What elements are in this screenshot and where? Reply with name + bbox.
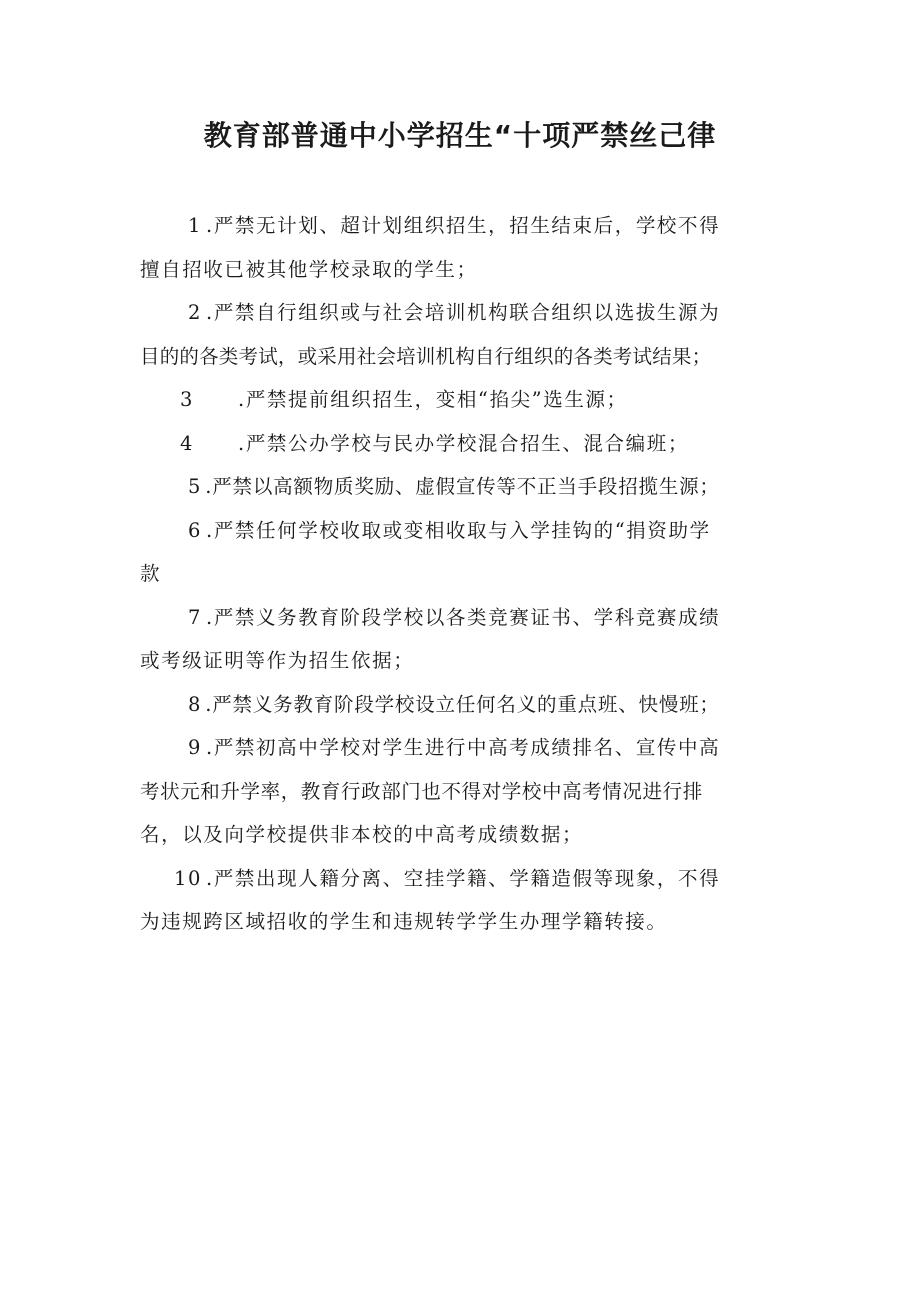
rule-text: .严禁义务教育阶段学校设立任何名义的重点班、快慢班； [205, 692, 720, 716]
rule-item-6 [140, 509, 790, 596]
rule-number: 6 [188, 518, 203, 542]
rule-text: .严禁义务教育阶段学校以各类竞赛证书、学科竞赛成绩 [206, 605, 721, 629]
rule-item-10 [140, 857, 790, 944]
rule-item-7 [140, 596, 790, 683]
rule-text: .严禁初高中学校对学生进行中高考成绩排名、宣传中高 [206, 736, 721, 759]
rule-number: 8 [188, 692, 202, 716]
rule-text: .严禁以高额物质奖励、虚假宣传等不正当手段招揽生源； [205, 475, 720, 498]
rule-text: 款 [140, 562, 162, 585]
rule-item-3 [140, 378, 790, 422]
rule-item-9 [140, 726, 790, 857]
rule-number: 2 [188, 301, 203, 324]
rule-text: .严禁提前组织招生，变相“掐尖”选生源； [238, 388, 628, 411]
rule-number: 5 [188, 475, 202, 498]
rule-item-5 [140, 465, 790, 509]
rule-text: .严禁出现人籍分离、空挂学籍、学籍造假等现象，不得 [206, 866, 721, 890]
rules-list [140, 204, 790, 944]
rule-text: 考状元和升学率，教育行政部门也不得对学校中高考情况进行排 [140, 779, 703, 803]
rule-text: .严禁无计划、超计划组织招生，招生结束后，学校不得 [206, 214, 721, 237]
rule-number: 9 [188, 736, 203, 759]
rule-number: 7 [188, 605, 203, 629]
rule-text: .严禁公办学校与民办学校混合招生、混合编班； [238, 431, 689, 455]
rule-number: 1 [188, 214, 203, 237]
rule-number: 4 [180, 431, 195, 455]
rule-item-1 [140, 204, 790, 291]
rule-text: 为违规跨区域招收的学生和违规转学学生办理学籍转接。 [140, 910, 668, 933]
rule-text: .严禁任何学校收取或变相收取与入学挂钩的“捐资助学 [206, 518, 711, 542]
rule-item-4 [140, 422, 790, 466]
rule-text: .严禁自行组织或与社会培训机构联合组织以选拔生源为 [206, 301, 721, 324]
rule-number: 10 [174, 866, 203, 890]
rule-text: 或考级证明等作为招生依据； [140, 649, 415, 672]
rule-text: 目的的各类考试，或采用社会培训机构自行组织的各类考试结果； [140, 344, 712, 368]
rule-item-8 [140, 683, 790, 727]
document-title: 教育部普通中小学招生“十项严禁丝己律 [203, 119, 717, 152]
rule-number: 3 [180, 388, 195, 411]
rule-item-2 [140, 291, 790, 378]
rule-text: 擅自招收已被其他学校录取的学生； [140, 257, 478, 281]
rule-text: 名，以及向学校提供非本校的中高考成绩数据； [140, 823, 584, 846]
